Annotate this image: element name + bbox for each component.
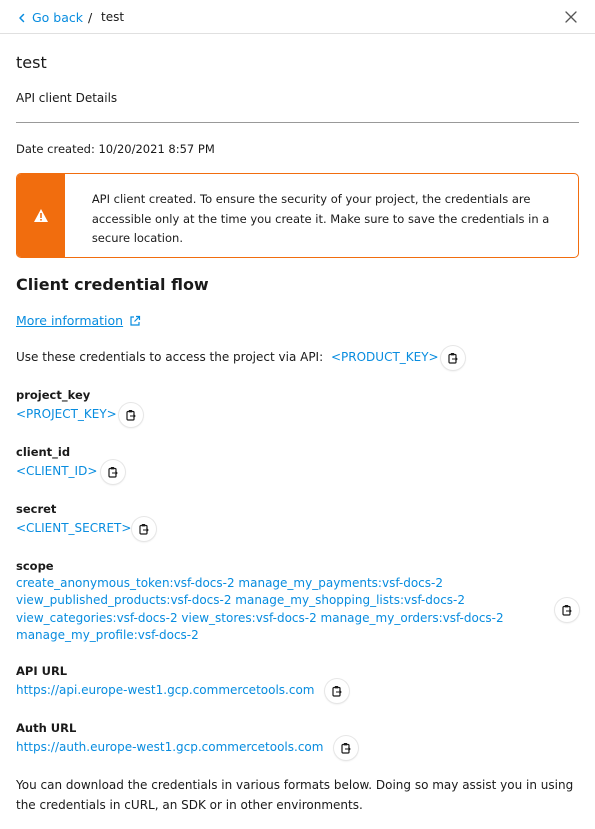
scope-line: create_anonymous_token:vsf-docs-2 manage_my_payments:vsf-docs-2 [16, 576, 443, 590]
auth-url-label: Auth URL [16, 721, 77, 735]
copy-icon [125, 409, 137, 421]
chevron-left-icon [16, 12, 28, 24]
client-id-label: client_id [16, 445, 71, 459]
project-key-value[interactable]: <PROJECT_KEY> [16, 407, 117, 421]
copy-icon [561, 604, 573, 616]
copy-auth-url-button[interactable] [334, 736, 358, 760]
page-title: test [16, 53, 47, 72]
alert-message: API client created. To ensure the security of your project, the credentials are accessible only at the time you create it. Make sure to save the credentials in a secure location. [91, 192, 550, 245]
page-subtitle: API client Details [16, 91, 118, 105]
project-key-label: project_key [16, 388, 91, 402]
breadcrumb-current: test [101, 10, 125, 24]
top-bar [0, 0, 595, 34]
product-key-value[interactable]: <PRODUCT_KEY> [330, 350, 439, 364]
copy-product-key-button[interactable] [441, 346, 465, 370]
usage-label: Use these credentials to access the project via API: [16, 350, 324, 364]
warning-alert [16, 173, 579, 258]
scope-value[interactable] [16, 575, 536, 644]
alert-icon-strip [17, 174, 65, 257]
copy-project-key-button[interactable] [119, 403, 143, 427]
download-info-text: You can download the credentials in various formats below. Doing so may assist you in using the credentials in cURL, an SDK or in other environments. [16, 778, 574, 812]
external-link-icon [129, 315, 141, 327]
copy-secret-button[interactable] [132, 517, 156, 541]
scope-line: view_categories:vsf-docs-2 view_stores:vsf-docs-2 manage_my_orders:vsf-docs-2 [16, 610, 504, 625]
warning-icon [33, 208, 49, 223]
client-id-value[interactable]: <CLIENT_ID> [16, 464, 98, 478]
copy-client-id-button[interactable] [101, 460, 125, 484]
copy-scope-button[interactable] [555, 598, 579, 622]
copy-icon [447, 352, 459, 364]
api-url-label: API URL [16, 664, 68, 678]
copy-icon [107, 466, 119, 478]
date-created: Date created: 10/20/2021 8:57 PM [16, 142, 215, 156]
copy-icon [331, 685, 343, 697]
copy-api-url-button[interactable] [325, 679, 349, 703]
scope-label: scope [16, 559, 54, 573]
close-icon[interactable] [563, 9, 579, 25]
divider [16, 122, 579, 123]
secret-value[interactable]: <CLIENT_SECRET> [16, 521, 132, 535]
api-url-value[interactable]: https://api.europe-west1.gcp.commercetools.com [16, 683, 315, 697]
copy-icon [138, 523, 150, 535]
more-information-label: More information [16, 313, 124, 328]
secret-label: secret [16, 502, 57, 516]
more-information-link[interactable] [16, 313, 141, 328]
copy-icon [340, 742, 352, 754]
breadcrumb-separator: / [88, 10, 93, 25]
auth-url-value[interactable]: https://auth.europe-west1.gcp.commercetools.com [16, 740, 324, 754]
section-heading: Client credential flow [16, 275, 209, 294]
usage-text [16, 350, 439, 364]
scope-line: view_published_products:vsf-docs-2 manage_my_shopping_lists:vsf-docs-2 [16, 593, 466, 608]
go-back-link[interactable] [16, 10, 83, 25]
go-back-label: Go back [32, 10, 84, 25]
scope-line: manage_my_profile:vsf-docs-2 [16, 627, 199, 642]
